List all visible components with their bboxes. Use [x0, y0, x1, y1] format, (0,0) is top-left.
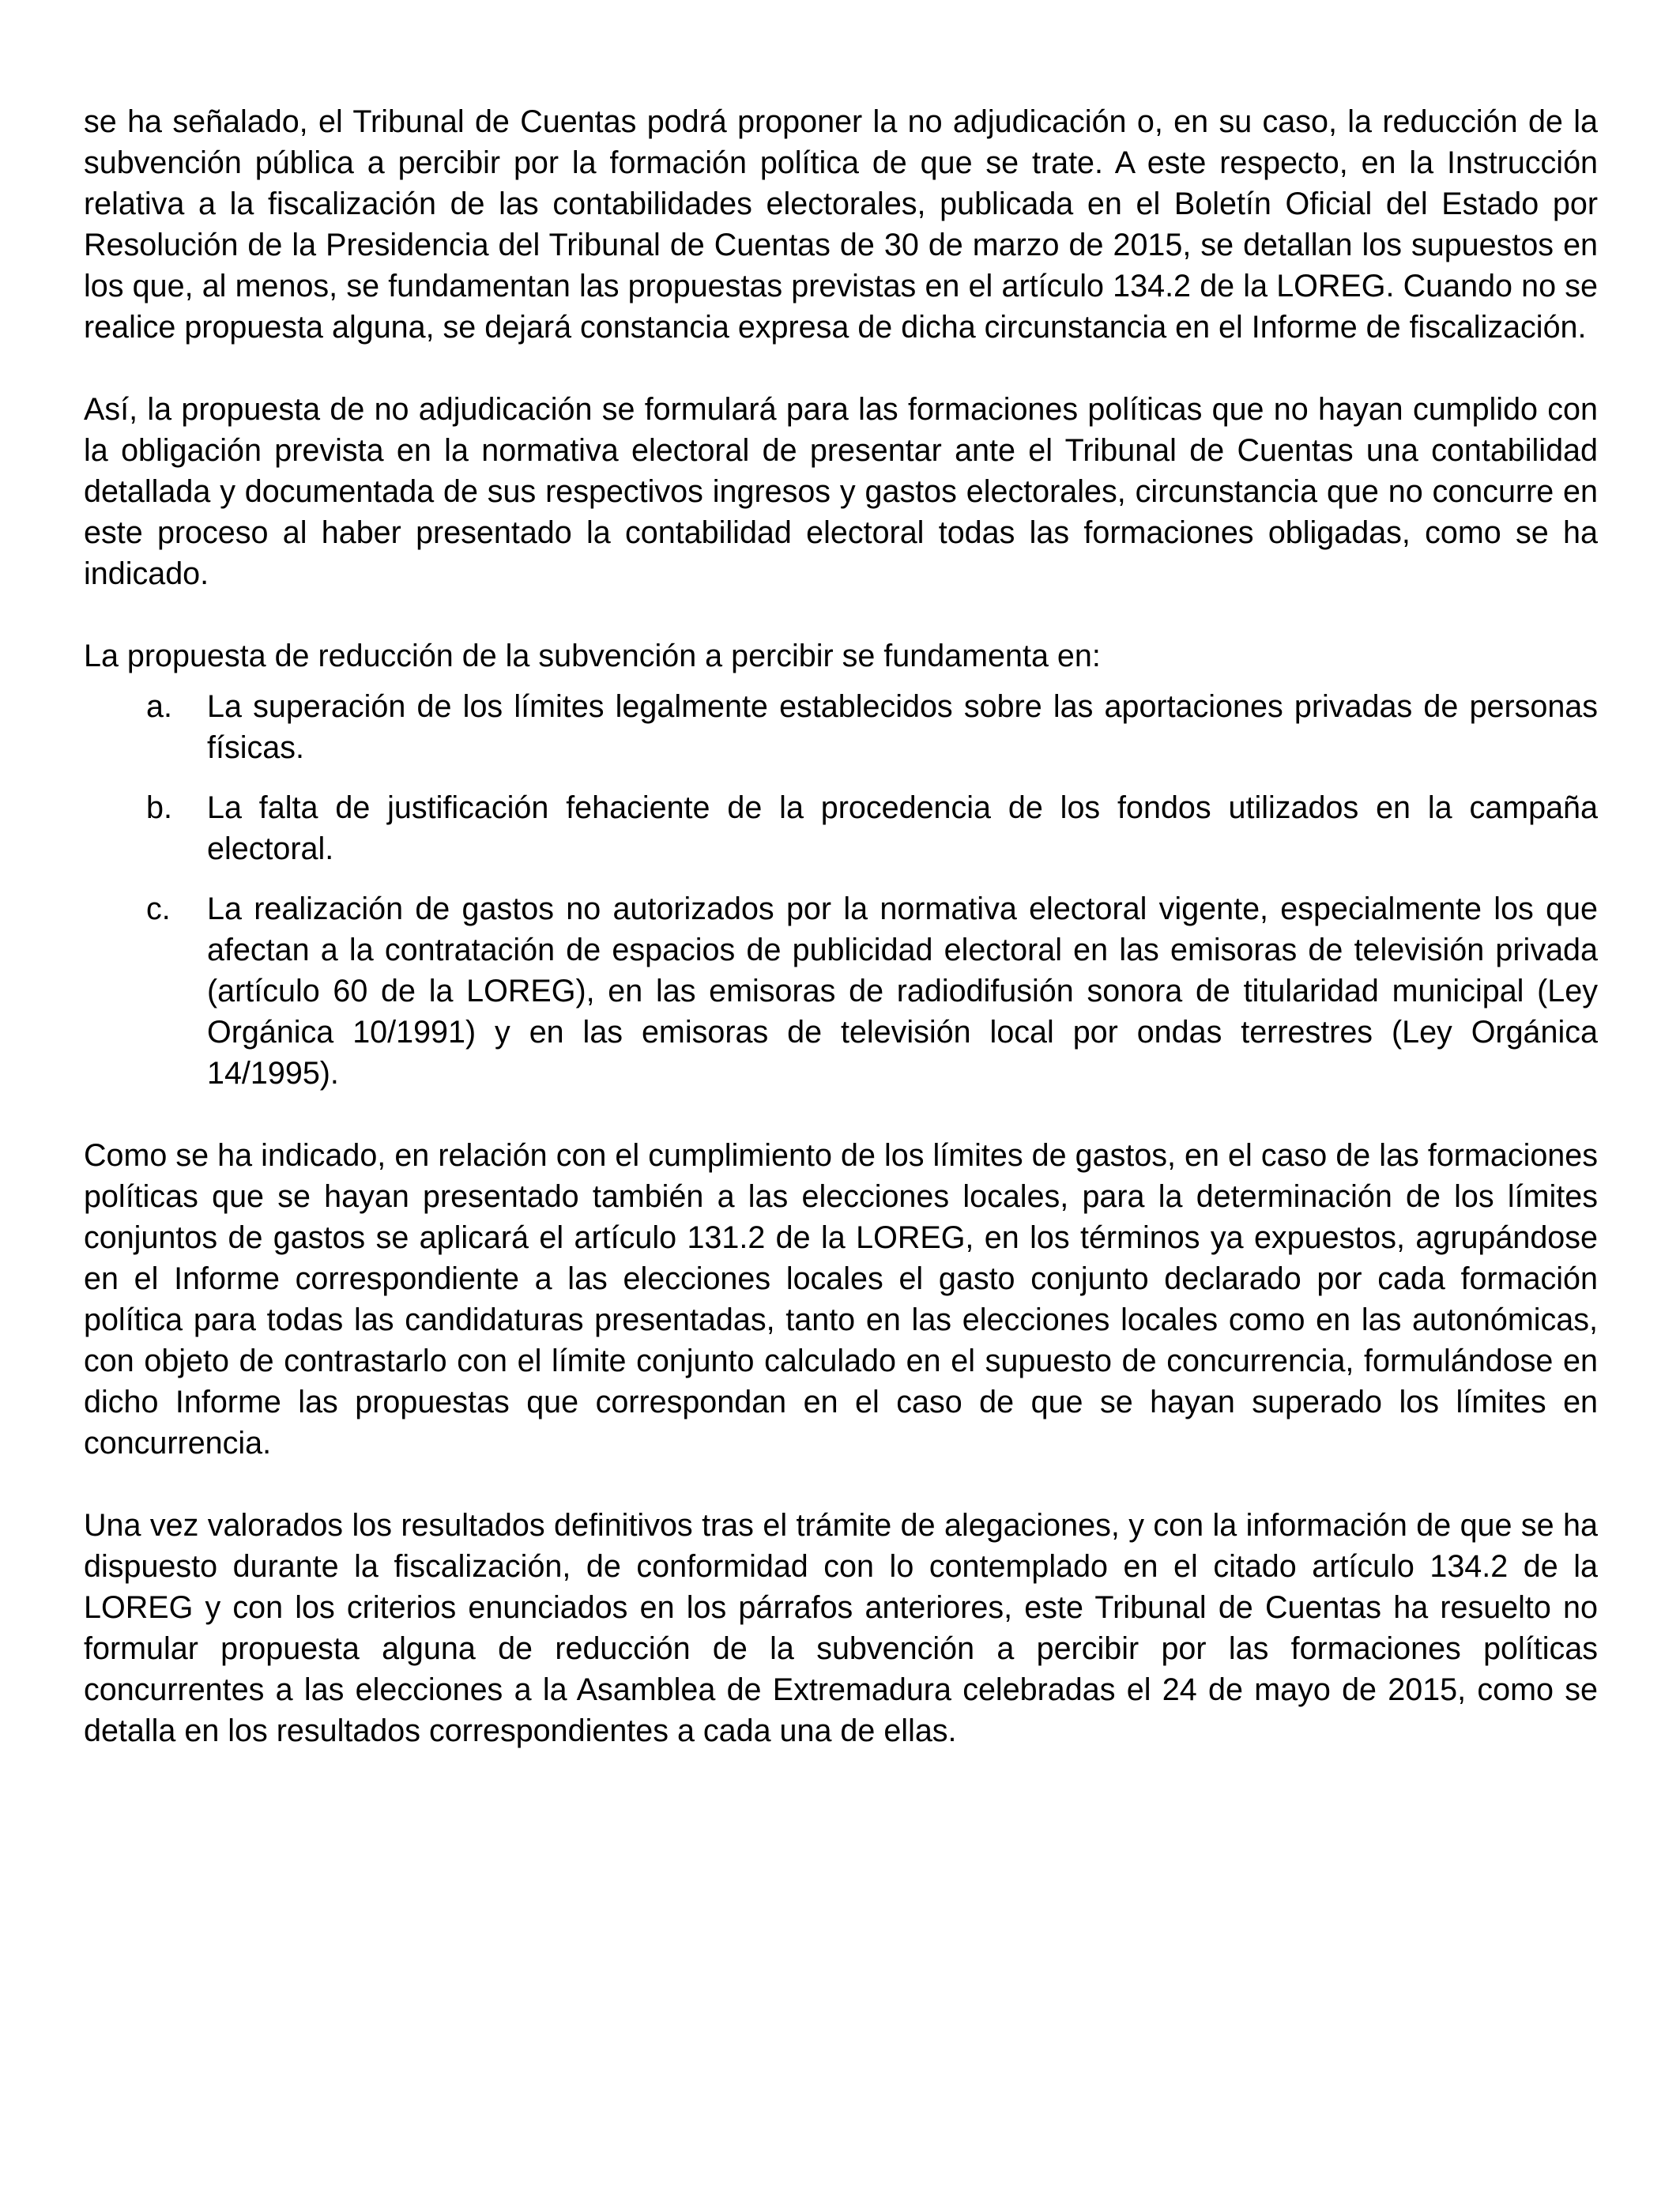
- list-item: [84, 686, 1598, 768]
- list-item-text: La superación de los límites legalmente establecidos sobre las aportaciones privadas de personas físicas.: [207, 689, 1598, 765]
- list-marker: b.: [146, 790, 172, 825]
- reduction-grounds-list: [84, 686, 1598, 1094]
- document-page: [84, 101, 1598, 1793]
- paragraph-spending-limits: Como se ha indicado, en relación con el cumplimiento de los límites de gastos, en el caso de las formaciones políticas que se hayan presentado también a las elecciones locales, para la determinación de los límites conjuntos de gastos se aplicará el artículo 131.2 de la LOREG, en los términos ya expuestos, agrupándose en el Informe correspondiente a las elecciones locales el gasto conjunto declarado por cada formación política para todas las candidaturas presentadas, tanto en las elecciones locales como en las autonómicas, con objeto de contrastarlo con el límite conjunto calculado en el supuesto de concurrencia, formulándose en dicho Informe las propuestas que correspondan en el caso de que se hayan superado los límites en concurrencia.: [84, 1138, 1598, 1461]
- paragraph-conclusion: Una vez valorados los resultados definitivos tras el trámite de alegaciones, y con la información de que se ha dispuesto durante la fiscalización, de conformidad con lo contemplado en el citado artículo 134.2 de la LOREG y con los criterios enunciados en los párrafos anteriores, este Tribunal de Cuentas ha resuelto no formular propuesta alguna de reducción de la subvención a percibir por las formaciones políticas concurrentes a las elecciones a la Asamblea de Extremadura celebradas el 24 de mayo de 2015, como se detalla en los resultados correspondientes a cada una de ellas.: [84, 1508, 1598, 1748]
- list-item-text: La realización de gastos no autorizados por la normativa electoral vigente, especialmente los que afectan a la contratación de espacios de publicidad electoral en las emisoras de televisión privada (artículo 60 de la LOREG), en las emisoras de radiodifusión sonora de titularidad municipal (Ley Orgánica 10/1991) y en las emisoras de televisión local por ondas terrestres (Ley Orgánica 14/1995).: [207, 892, 1598, 1091]
- paragraph-non-adjudication: Así, la propuesta de no adjudicación se formulará para las formaciones políticas que no hayan cumplido con la obligación prevista en la normativa electoral de presentar ante el Tribunal de Cuentas una contabilidad detallada y documentada de sus respectivos ingresos y gastos electorales, circunstancia que no concurre en este proceso al haber presentado la contabilidad electoral todas las formaciones obligadas, como se ha indicado.: [84, 392, 1598, 591]
- list-item-text: La falta de justificación fehaciente de la procedencia de los fondos utilizados en la campaña electoral.: [207, 790, 1598, 866]
- list-item: [84, 888, 1598, 1094]
- list-marker: a.: [146, 689, 172, 724]
- paragraph-subsidy-proposal: se ha señalado, el Tribunal de Cuentas podrá proponer la no adjudicación o, en su caso, la reducción de la subvención pública a percibir por la formación política de que se trate. A este respecto, en la Instrucción relativa a la fiscalización de las contabilidades electorales, publicada en el Boletín Oficial del Estado por Resolución de la Presidencia del Tribunal de Cuentas de 30 de marzo de 2015, se detallan los supuestos en los que, al menos, se fundamentan las propuestas previstas en el artículo 134.2 de la LOREG. Cuando no se realice propuesta alguna, se dejará constancia expresa de dicha circunstancia en el Informe de fiscalización.: [84, 104, 1598, 345]
- list-item: [84, 787, 1598, 869]
- list-intro: La propuesta de reducción de la subvención a percibir se fundamenta en:: [84, 639, 1101, 673]
- list-marker: c.: [146, 892, 171, 926]
